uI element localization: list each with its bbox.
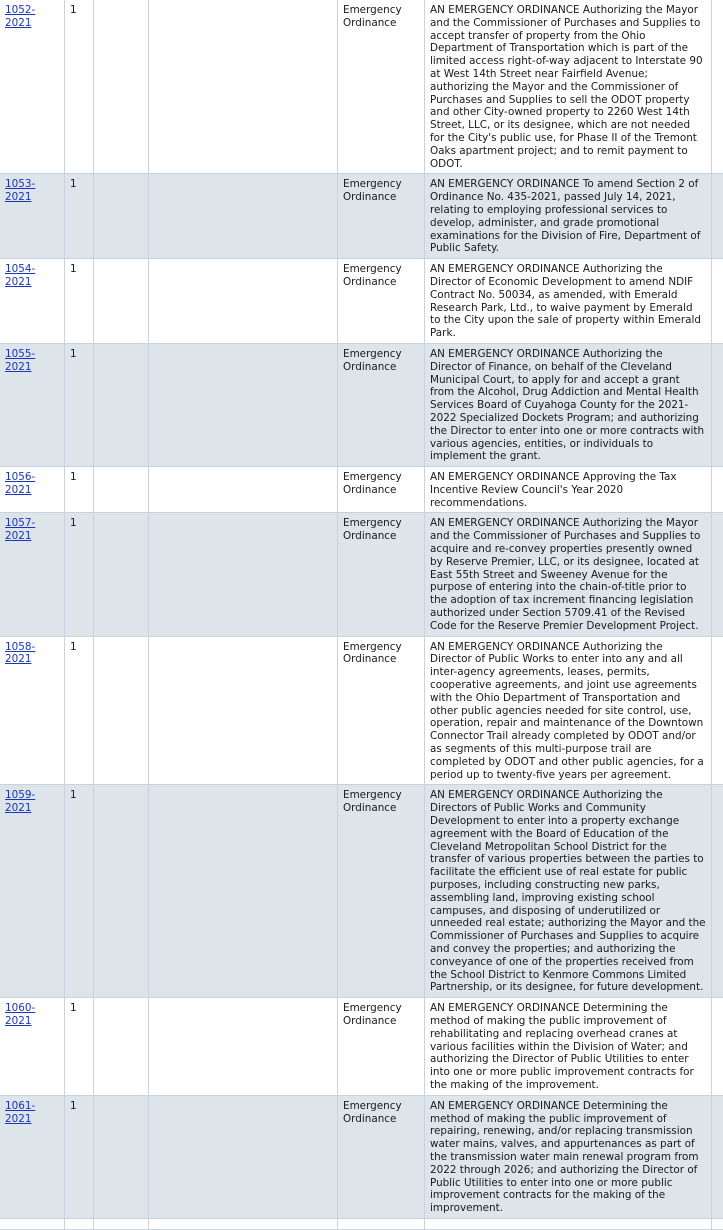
title-cell: AN EMERGENCY ORDINANCE To amend Section 2 of Ordinance No. 435-2021, passed July 14, 2021, relating to employing professional services to develop, administer, and grade promotional examinations for the Division of Fire, Department of Public Safety.	[425, 174, 712, 259]
empty-cell	[712, 998, 723, 1096]
title-cell: AN EMERGENCY ORDINANCE Approving the Tax Incentive Review Council's Year 2020 recommendations.	[425, 467, 712, 513]
table-row	[0, 1218, 723, 1229]
empty-cell	[94, 785, 149, 998]
empty-cell	[94, 998, 149, 1096]
file-number-cell	[0, 998, 65, 1096]
file-number-link[interactable]: 1061-2021	[5, 1100, 35, 1125]
title-cell: AN EMERGENCY ORDINANCE Authorizing the Director of Economic Development to amend NDIF Contract No. 50034, as amended, with Emerald Research Park, Ltd., to waive payment by Emerald to the City upon the sale of property within Emerald Park.	[425, 259, 712, 344]
file-number-cell	[0, 0, 65, 174]
type-cell: Emergency Ordinance	[338, 0, 425, 174]
file-number-cell	[0, 636, 65, 785]
empty-cell	[149, 467, 338, 513]
version-cell: 1	[65, 998, 94, 1096]
file-number-link[interactable]: 1056-2021	[5, 471, 35, 496]
empty-cell	[338, 1218, 425, 1229]
title-cell: AN EMERGENCY ORDINANCE Authorizing the Director of Public Works to enter into any and all inter-agency agreements, leases, permits, cooperative agreements, and joint use agreements with the Ohio Department of Transportation and other public agencies needed for site control, use, operation, repair and maintenance of the Downtown Connector Trail already completed by ODOT and/or as segments of this multi-purpose trail are completed by ODOT and other public agencies, for a period up to twenty-five years per agreement.	[425, 636, 712, 785]
empty-cell	[149, 1218, 338, 1229]
type-cell: Emergency Ordinance	[338, 467, 425, 513]
empty-cell	[149, 636, 338, 785]
title-cell: AN EMERGENCY ORDINANCE Authorizing the Director of Finance, on behalf of the Cleveland Municipal Court, to apply for and accept a grant from the Alcohol, Drug Addiction and Mental Health Services Board of Cuyahoga County for the 2021-2022 Specialized Dockets Program; and authorizing the Director to enter into one or more contracts with various agencies, entities, or individuals to implement the grant.	[425, 343, 712, 466]
empty-cell	[149, 174, 338, 259]
type-cell: Emergency Ordinance	[338, 174, 425, 259]
type-cell: Emergency Ordinance	[338, 636, 425, 785]
file-number-link[interactable]: 1058-2021	[5, 641, 35, 666]
empty-cell	[712, 259, 723, 344]
empty-cell	[712, 1218, 723, 1229]
table-row	[0, 0, 723, 174]
title-cell: AN EMERGENCY ORDINANCE Authorizing the Mayor and the Commissioner of Purchases and Supplies to acquire and re-convey properties presently owned by Reserve Premier, LLC, or its designee, located at East 55th Street and Sweeney Avenue for the purpose of entering into the chain-of-title prior to the adoption of tax increment financing legislation authorized under Section 5709.41 of the Revised Code for the Reserve Premier Development Project.	[425, 513, 712, 636]
empty-cell	[0, 1218, 65, 1229]
empty-cell	[94, 1095, 149, 1218]
file-number-link[interactable]: 1052-2021	[5, 4, 35, 29]
table-row	[0, 343, 723, 466]
file-number-link[interactable]: 1057-2021	[5, 517, 35, 542]
table-row	[0, 636, 723, 785]
type-cell: Emergency Ordinance	[338, 998, 425, 1096]
type-cell: Emergency Ordinance	[338, 785, 425, 998]
version-cell: 1	[65, 1095, 94, 1218]
empty-cell	[425, 1218, 712, 1229]
table-row	[0, 785, 723, 998]
empty-cell	[94, 0, 149, 174]
empty-cell	[149, 0, 338, 174]
file-number-link[interactable]: 1060-2021	[5, 1002, 35, 1027]
empty-cell	[94, 174, 149, 259]
empty-cell	[94, 513, 149, 636]
empty-cell	[149, 785, 338, 998]
empty-cell	[712, 174, 723, 259]
file-number-cell	[0, 343, 65, 466]
empty-cell	[712, 0, 723, 174]
empty-cell	[94, 636, 149, 785]
empty-cell	[149, 998, 338, 1096]
empty-cell	[149, 259, 338, 344]
title-cell: AN EMERGENCY ORDINANCE Determining the method of making the public improvement of rehabilitating and replacing overhead cranes at various facilities within the Division of Water; and authorizing the Director of Public Utilities to enter into one or more public improvement contracts for the making of the improvement.	[425, 998, 712, 1096]
empty-cell	[65, 1218, 94, 1229]
title-cell: AN EMERGENCY ORDINANCE Authorizing the Mayor and the Commissioner of Purchases and Supplies to accept transfer of property from the Ohio Department of Transportation which is part of the limited access right-of-way adjacent to Interstate 90 at West 14th Street near Fairfield Avenue; authorizing the Mayor and the Commissioner of Purchases and Supplies to sell the ODOT property and other City-owned property to 2260 West 14th Street, LLC, or its designee, which are not needed for the City's public use, for Phase II of the Tremont Oaks apartment project; and to remit payment to ODOT.	[425, 0, 712, 174]
empty-cell	[712, 636, 723, 785]
empty-cell	[94, 467, 149, 513]
empty-cell	[712, 1095, 723, 1218]
table-row	[0, 259, 723, 344]
file-number-link[interactable]: 1059-2021	[5, 789, 35, 814]
table-row	[0, 174, 723, 259]
type-cell: Emergency Ordinance	[338, 343, 425, 466]
version-cell: 1	[65, 343, 94, 466]
version-cell: 1	[65, 636, 94, 785]
type-cell: Emergency Ordinance	[338, 513, 425, 636]
table-row	[0, 998, 723, 1096]
file-number-cell	[0, 174, 65, 259]
empty-cell	[712, 343, 723, 466]
title-cell: AN EMERGENCY ORDINANCE Authorizing the Directors of Public Works and Community Development to enter into a property exchange agreement with the Board of Education of the Cleveland Metropolitan School District for the transfer of various properties between the parties to facilitate the efficient use of real estate for public purposes, including constructing new parks, assembling land, improving existing school campuses, and disposing of underutilized or unneeded real estate; authorizing the Mayor and the Commissioner of Purchases and Supplies to acquire and convey the properties; and authorizing the conveyance of one of the properties received from the School District to Kenmore Commons Limited Partnership, or its designee, for future development.	[425, 785, 712, 998]
empty-cell	[94, 343, 149, 466]
table-row	[0, 513, 723, 636]
file-number-link[interactable]: 1055-2021	[5, 348, 35, 373]
empty-cell	[712, 785, 723, 998]
version-cell: 1	[65, 785, 94, 998]
file-number-link[interactable]: 1054-2021	[5, 263, 35, 288]
empty-cell	[94, 1218, 149, 1229]
file-number-cell	[0, 785, 65, 998]
version-cell: 1	[65, 513, 94, 636]
empty-cell	[712, 513, 723, 636]
table-row	[0, 467, 723, 513]
type-cell: Emergency Ordinance	[338, 259, 425, 344]
type-cell: Emergency Ordinance	[338, 1095, 425, 1218]
version-cell: 1	[65, 174, 94, 259]
empty-cell	[149, 513, 338, 636]
file-number-cell	[0, 1095, 65, 1218]
version-cell: 1	[65, 259, 94, 344]
file-number-link[interactable]: 1053-2021	[5, 178, 35, 203]
file-number-cell	[0, 259, 65, 344]
empty-cell	[149, 343, 338, 466]
file-number-cell	[0, 513, 65, 636]
empty-cell	[94, 259, 149, 344]
file-number-cell	[0, 467, 65, 513]
version-cell: 1	[65, 0, 94, 174]
table-row	[0, 1095, 723, 1218]
empty-cell	[149, 1095, 338, 1218]
title-cell: AN EMERGENCY ORDINANCE Determining the method of making the public improvement of repairing, renewing, and/or replacing transmission water mains, valves, and appurtenances as part of the transmission water main renewal program from 2022 through 2026; and authorizing the Director of Public Utilities to enter into one or more public improvement contracts for the making of the improvement.	[425, 1095, 712, 1218]
empty-cell	[712, 467, 723, 513]
version-cell: 1	[65, 467, 94, 513]
